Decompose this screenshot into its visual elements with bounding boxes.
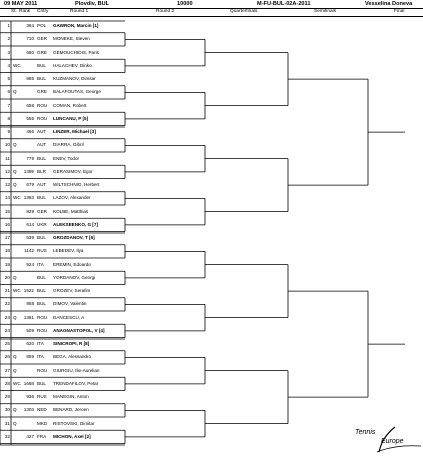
draw-position: 12: [4, 168, 10, 174]
player-name: DIARRA, Gibril: [53, 142, 84, 148]
entry-rank: 539: [26, 235, 34, 240]
entry-country: POL: [37, 23, 47, 28]
entry-country: ROU: [37, 367, 48, 373]
entry-country: RUS: [37, 394, 47, 399]
player-name: MANEGIN, Anton: [53, 394, 89, 399]
entry-rank: 936: [26, 394, 34, 399]
player-name: ANAGNASTOPOL, V [4]: [53, 327, 105, 333]
entry-rank: 924: [26, 261, 34, 267]
player-name: HALACHEV, Dinko: [53, 62, 92, 68]
entry-country: AUT: [37, 142, 47, 148]
col-final: Final: [394, 9, 405, 14]
player-name: BEGA, Alessandro: [53, 354, 92, 360]
draw-position: 23: [4, 314, 10, 320]
draw-position: 32: [4, 433, 10, 439]
draw-position: 15: [4, 208, 10, 214]
col-country: Cntry: [37, 9, 49, 14]
entry-country: ROU: [37, 115, 48, 121]
player-name: BALAFOUTAS, George: [53, 89, 101, 95]
player-name: LEBEDEV, Ilya: [53, 248, 84, 254]
entry-country: BUL: [37, 380, 46, 386]
entry-status: Q: [13, 168, 17, 174]
draw-position: 5: [7, 76, 10, 81]
entry-rank: 466: [26, 129, 34, 134]
draw-position: 9: [7, 129, 10, 134]
entry-status: Q: [13, 274, 17, 280]
col-quarterfinals: Quarterfinals: [230, 9, 258, 14]
prize-money: 10000: [177, 1, 193, 7]
tennis-europe-logo: [355, 425, 423, 455]
draw-position: 10: [4, 142, 10, 148]
player-name: ENEV, Todor: [53, 155, 80, 161]
entry-country: MKD: [37, 420, 48, 426]
entry-country: NED: [37, 407, 47, 413]
player-name: MONEKE, Steven: [53, 36, 90, 42]
draw-position: 30: [4, 407, 10, 413]
player-name: BENARD, Jeroen: [53, 407, 89, 413]
entry-status: Q: [13, 89, 17, 95]
player-name: COMAN, Robert: [53, 102, 87, 108]
entry-rank: 1142: [24, 248, 34, 254]
entry-status: Q: [13, 407, 17, 413]
entry-rank: 859: [26, 354, 34, 360]
player-name: EREMIN, Edoardo: [53, 261, 91, 267]
entry-status: Q: [13, 367, 17, 373]
draw-position: 8: [7, 115, 10, 121]
player-name: YORDANOV, Georgi: [53, 274, 96, 280]
entry-status: WC: [13, 195, 21, 201]
entry-country: GER: [37, 208, 47, 214]
draw-position: 29: [4, 394, 10, 399]
entry-country: AUT: [37, 182, 47, 187]
entry-status: WC: [13, 62, 21, 68]
logo-text-line1: Tennis: [355, 429, 376, 436]
entry-rank: 1381: [23, 314, 34, 320]
entry-rank: 658: [26, 102, 34, 108]
entry-rank: 364: [26, 23, 34, 28]
entry-country: ITA: [37, 354, 44, 360]
entry-rank: 1522: [23, 288, 34, 293]
entry-country: BUL: [37, 274, 46, 280]
player-name: DANCESCU, A: [53, 314, 85, 320]
entry-rank: 779: [26, 155, 34, 161]
entry-status: Q: [13, 420, 17, 426]
col-round2: Round 2: [156, 9, 175, 14]
draw-position: 14: [4, 195, 10, 201]
player-name: SINICROPI, R [8]: [53, 341, 90, 346]
draw-position: 31: [4, 420, 10, 426]
draw-position: 20: [4, 274, 10, 280]
draw-position: 25: [4, 341, 10, 346]
player-name: MICHON, Axel [2]: [53, 433, 91, 439]
player-name: GAWRON, Marcin [1]: [53, 23, 99, 28]
draw-position: 28: [4, 380, 10, 386]
player-name: WILTSCHNIG, Herbert: [53, 182, 100, 187]
entry-rank: 1363: [23, 195, 34, 201]
entry-rank: 555: [26, 115, 34, 121]
entry-rank: 1668: [23, 380, 34, 386]
draw-position: 21: [4, 288, 10, 293]
draw-position: 6: [7, 89, 10, 95]
entry-status: Q: [13, 142, 17, 148]
entry-country: GRE: [37, 49, 47, 55]
entry-country: RUS: [37, 248, 47, 254]
draw-position: 27: [4, 367, 10, 373]
draw-position: 18: [4, 248, 10, 254]
draw-position: 1: [7, 23, 10, 28]
entry-country: BLR: [37, 168, 46, 174]
draw-position: 22: [4, 301, 10, 307]
draw-position: 26: [4, 354, 10, 360]
logo-text-line2: Europe: [381, 438, 404, 445]
entry-country: ROU: [37, 314, 48, 320]
draw-position: 2: [7, 36, 10, 42]
player-name: GEMOUCHIDIS, Paris: [53, 49, 99, 55]
draw-position: 13: [4, 182, 10, 187]
entry-country: ITA: [37, 341, 44, 346]
draw-position: 17: [4, 235, 10, 240]
col-semifinals: Semifinals: [314, 9, 337, 14]
entry-rank: 1303: [23, 407, 34, 413]
draw-position: 19: [4, 261, 10, 267]
draw-position: 16: [4, 221, 10, 227]
player-name: GROZEV, Serafim: [53, 288, 91, 293]
entry-country: GRE: [37, 89, 47, 95]
entry-country: UKR: [37, 221, 47, 227]
player-name: TRENDAFILOV, Petar: [53, 380, 99, 386]
entry-rank: 427: [26, 433, 34, 439]
entry-country: BUL: [37, 155, 46, 161]
entry-country: ROU: [37, 102, 48, 108]
player-name: LUNCANU, P [5]: [53, 115, 89, 121]
entry-rank: 710: [26, 36, 34, 42]
entry-country: ITA: [37, 261, 44, 267]
col-status: St.: [11, 9, 17, 14]
entry-country: BUL: [37, 195, 46, 201]
draw-position: 3: [7, 49, 10, 55]
entry-country: BUL: [37, 301, 46, 307]
player-name: GROZDANOV, T [6]: [53, 235, 95, 240]
entry-country: BUL: [37, 288, 46, 293]
player-name: DIMOV, Valentin: [53, 301, 87, 307]
entry-rank: 958: [26, 301, 34, 307]
entry-status: Q: [13, 314, 17, 320]
player-name: RISTOVSKI, Dimitar: [53, 420, 95, 426]
player-name: GERASIMOV, Egor: [53, 168, 93, 174]
player-name: ALEKSEENKO, G [7]: [53, 221, 98, 227]
player-name: LINZER, Michael [3]: [53, 129, 96, 134]
col-round1: Round 1: [70, 9, 89, 14]
entry-country: FRA: [37, 433, 47, 439]
referee-name: Vesselina Doneva: [365, 1, 413, 7]
tournament-date: 09 MAY 2011: [4, 1, 38, 7]
entry-rank: 1399: [23, 168, 34, 174]
entry-country: BUL: [37, 62, 46, 68]
entry-status: WC: [13, 380, 21, 386]
entry-rank: 985: [26, 76, 34, 81]
player-name: KOLBE, Matthias: [53, 208, 89, 214]
entry-country: AUT: [37, 129, 47, 134]
entry-rank: 509: [26, 327, 34, 333]
entry-status: WC: [13, 288, 21, 293]
entry-country: GER: [37, 36, 47, 42]
tournament-location: Plovdiv, BUL: [75, 1, 110, 7]
entry-rank: 614: [26, 221, 34, 227]
player-name: KUZMANOV, Dimitar: [53, 76, 96, 81]
entry-country: BUL: [37, 76, 46, 81]
draw-position: 11: [5, 155, 10, 161]
entry-status: Q: [13, 354, 17, 360]
draw-position: 7: [7, 102, 10, 108]
entry-rank: 680: [26, 49, 34, 55]
entry-country: BUL: [37, 235, 46, 240]
entry-country: ROU: [37, 327, 48, 333]
tournament-code: M-FU-BUL-02A-2011: [257, 1, 311, 7]
draw-position: 24: [4, 327, 10, 333]
player-name: GIURGIU, Ilie-Aurelian: [53, 367, 100, 373]
entry-status: Q: [13, 182, 17, 187]
col-rank: Rank: [19, 9, 31, 14]
entry-rank: 679: [26, 182, 34, 187]
entry-rank: 829: [26, 208, 34, 214]
player-name: LAZOV, Alexander: [53, 195, 91, 201]
draw-position: 4: [7, 62, 10, 68]
entry-rank: 620: [26, 341, 34, 346]
